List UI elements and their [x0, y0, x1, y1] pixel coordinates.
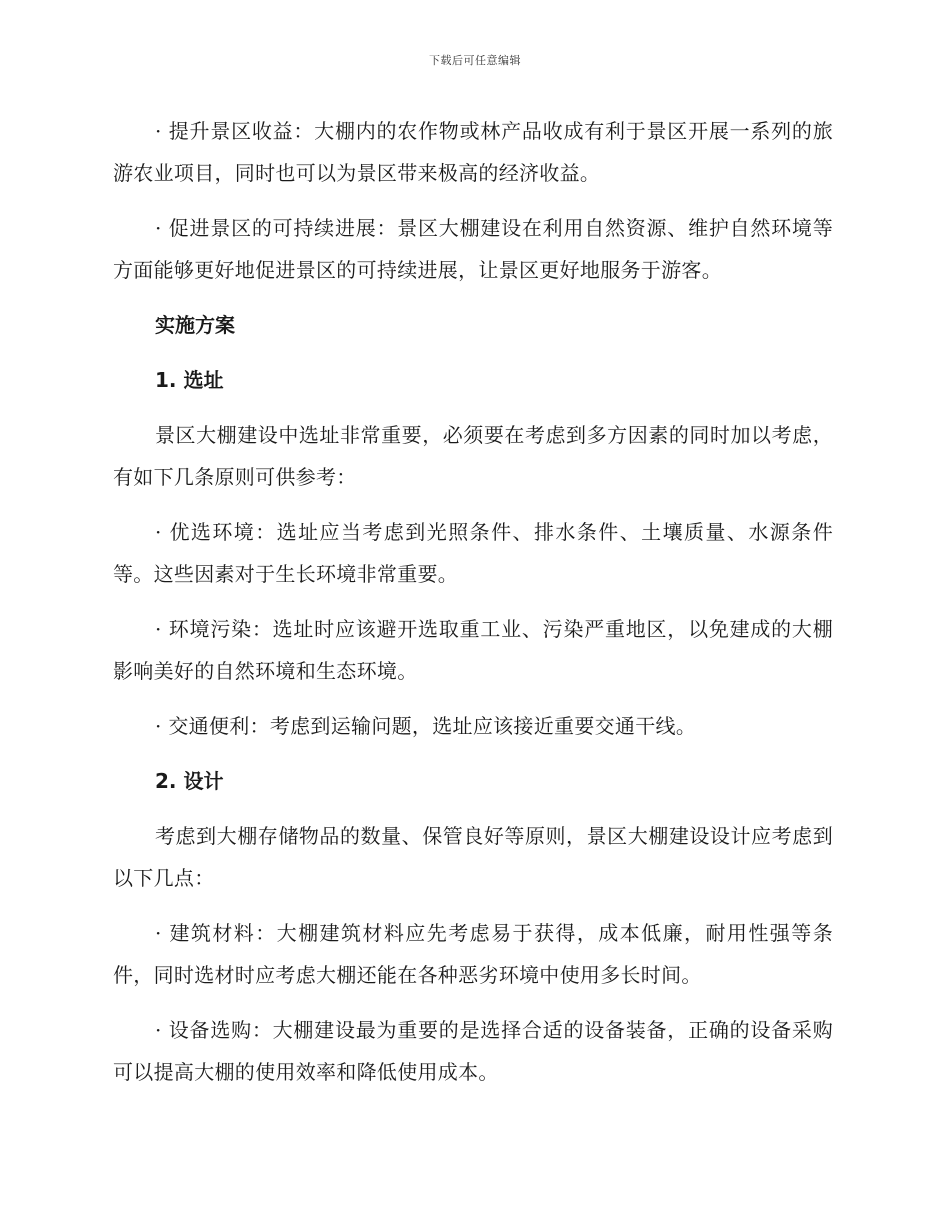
document-body [113, 110, 833, 1106]
paragraph-site-pollution: · 环境污染：选址时应该避开选取重工业、污染严重地区，以免建成的大棚影响美好的自然环境和生态环境。 [113, 617, 833, 683]
paragraph-site-environment: · 优选环境：选址应当考虑到光照条件、排水条件、土壤质量、水源条件等。这些因素对于生长环境非常重要。 [113, 520, 833, 586]
paragraph-site-transport: · 交通便利：考虑到运输问题，选址应该接近重要交通干线。 [155, 714, 697, 738]
paragraph-design-equipment: · 设备选购：大棚建设最为重要的是选择合适的设备装备，正确的设备采购可以提高大棚的使用效率和降低使用成本。 [113, 1018, 833, 1084]
page-header: 下载后可任意编辑 [429, 54, 521, 67]
paragraph-site-intro: 景区大棚建设中选址非常重要，必须要在考虑到多方因素的同时加以考虑，有如下几条原则可供参考： [113, 423, 833, 489]
paragraph-benefit-revenue: · 提升景区收益：大棚内的农作物或林产品收成有利于景区开展一系列的旅游农业项目，同时也可以为景区带来极高的经济收益。 [113, 119, 833, 185]
heading-implementation-plan: 实施方案 [155, 313, 235, 337]
heading-design: 2. 设计 [155, 769, 224, 793]
paragraph-design-intro: 考虑到大棚存储物品的数量、保管良好等原则，景区大棚建设设计应考虑到以下几点： [113, 824, 833, 890]
heading-site-selection: 1. 选址 [155, 368, 224, 392]
paragraph-design-materials: · 建筑材料：大棚建筑材料应先考虑易于获得，成本低廉，耐用性强等条件，同时选材时应考虑大棚还能在各种恶劣环境中使用多长时间。 [113, 921, 833, 987]
paragraph-benefit-sustainability: · 促进景区的可持续进展：景区大棚建设在利用自然资源、维护自然环境等方面能够更好地促进景区的可持续进展，让景区更好地服务于游客。 [113, 216, 833, 282]
